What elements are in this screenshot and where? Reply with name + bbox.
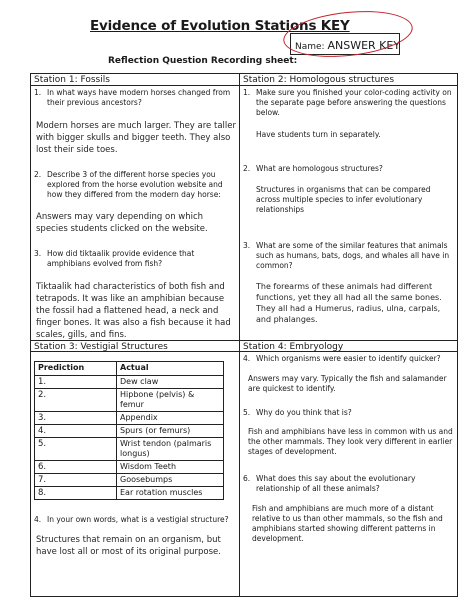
s4-question-6 [243, 474, 453, 494]
s4-q6-text: What does this say about the evolutionary relationship of all these animals? [256, 474, 416, 493]
s1-answer-2: Answers may vary depending on which species students clicked on the website. [36, 212, 208, 234]
table-row [35, 461, 224, 474]
s4-q4-number: 4. [243, 354, 251, 363]
s4-answer-4: Answers may vary. Typically the fish and salamander are quickest to identify. [248, 374, 447, 393]
page-subtitle: Reflection Question Recording sheet: [108, 56, 298, 66]
table-header-row [35, 362, 224, 376]
table-row [35, 389, 224, 412]
column-divider [239, 73, 240, 597]
s1-q2-number: 2. [34, 170, 42, 179]
actual-cell: Dew claw [117, 376, 224, 389]
s1-q3-number: 3. [34, 249, 42, 258]
prediction-cell: 4. [35, 425, 117, 438]
table-row [35, 376, 224, 389]
prediction-cell: 5. [35, 438, 117, 461]
prediction-cell: 3. [35, 412, 117, 425]
vestigial-table [34, 361, 224, 500]
station-1-title: Station 1: Fossils [34, 75, 110, 85]
actual-cell: Wrist tendon (palmaris longus) [117, 438, 224, 461]
station-3-title: Station 3: Vestigial Structures [34, 342, 168, 352]
prediction-cell: 7. [35, 474, 117, 487]
s4-q5-text: Why do you think that is? [256, 408, 352, 417]
actual-cell: Hipbone (pelvis) & femur [117, 389, 224, 412]
prediction-cell: 6. [35, 461, 117, 474]
actual-cell: Ear rotation muscles [117, 487, 224, 500]
table-row [35, 412, 224, 425]
header-divider-top [30, 85, 458, 86]
s2-q2-text: What are homologous structures? [256, 164, 383, 173]
s1-answer-1: Modern horses are much larger. They are taller with bigger skulls and bigger teeth. They also lost their side toes. [36, 121, 236, 155]
s2-answer-3: The forearms of these animals had different functions, yet they all had all the same bones. They all had a Humerus, radius, ulna, carpals, and phalanges. [256, 282, 442, 324]
s2-question-1 [243, 88, 453, 118]
table-row [35, 474, 224, 487]
s2-q1-text: Make sure you finished your color-coding activity on the separate page before answering the questions below. [256, 88, 452, 117]
prediction-header: Prediction [35, 362, 117, 376]
actual-cell: Wisdom Teeth [117, 461, 224, 474]
prediction-cell: 8. [35, 487, 117, 500]
s2-q1-number: 1. [243, 88, 251, 97]
page-title: Evidence of Evolution Stations KEY [90, 18, 350, 34]
s4-q6-number: 6. [243, 474, 251, 483]
s4-question-4 [243, 354, 453, 364]
s2-answer-2: Structures in organisms that can be compared across multiple species to infer evolutionary relationships [256, 185, 431, 214]
s4-q5-number: 5. [243, 408, 251, 417]
table-row [35, 487, 224, 500]
s1-q1-text: In what ways have modern horses changed from their previous ancestors? [47, 88, 231, 107]
s1-question-3 [34, 249, 232, 269]
actual-cell: Spurs (or femurs) [117, 425, 224, 438]
s3-answer-4: Structures that remain on an organism, but have lost all or most of its original purpose. [36, 535, 221, 557]
s1-answer-3: Tiktaalik had characteristics of both fish and tetrapods. It was like an amphibian because the fossil had a flattened head, a neck and finger bones. It was also a fish because it had scales, gills, and fins. [36, 282, 231, 340]
table-row [35, 438, 224, 461]
s2-question-3 [243, 241, 453, 271]
s2-q3-text: What are some of the similar features that animals such as humans, bats, dogs, and whales all have in common? [256, 241, 450, 270]
actual-header: Actual [117, 362, 224, 376]
s2-answer-1: Have students turn in separately. [256, 130, 381, 139]
s1-question-1 [34, 88, 232, 108]
s1-q2-text: Describe 3 of the different horse species you explored from the horse evolution website and how they differed from the modern day horse: [47, 170, 223, 199]
s3-q4-number: 4. [34, 515, 42, 524]
prediction-cell: 2. [35, 389, 117, 412]
s2-question-2 [243, 164, 453, 174]
name-value: ANSWER KEY [327, 39, 401, 52]
s2-q3-number: 3. [243, 241, 251, 250]
station-4-title: Station 4: Embryology [243, 342, 344, 352]
s3-question-4 [34, 515, 234, 525]
s4-q4-text: Which organisms were easier to identify quicker? [256, 354, 441, 363]
actual-cell: Appendix [117, 412, 224, 425]
s2-q2-number: 2. [243, 164, 251, 173]
actual-cell: Goosebumps [117, 474, 224, 487]
s4-question-5 [243, 408, 453, 418]
station-2-title: Station 2: Homologous structures [243, 75, 395, 85]
s3-q4-text: In your own words, what is a vestigial structure? [47, 515, 229, 524]
s4-answer-6: Fish and amphibians are much more of a distant relative to us than other mammals, so the fish and amphibians started showing different patterns in development. [252, 504, 443, 543]
s1-q1-number: 1. [34, 88, 42, 97]
s1-q3-text: How did tiktaalik provide evidence that amphibians evolved from fish? [47, 249, 195, 268]
s1-question-2 [34, 170, 232, 200]
prediction-cell: 1. [35, 376, 117, 389]
s4-answer-5: Fish and amphibians have less in common with us and the other mammals. They look very different in earlier stages of development. [248, 427, 453, 456]
name-label: Name: [295, 42, 325, 52]
table-row [35, 425, 224, 438]
